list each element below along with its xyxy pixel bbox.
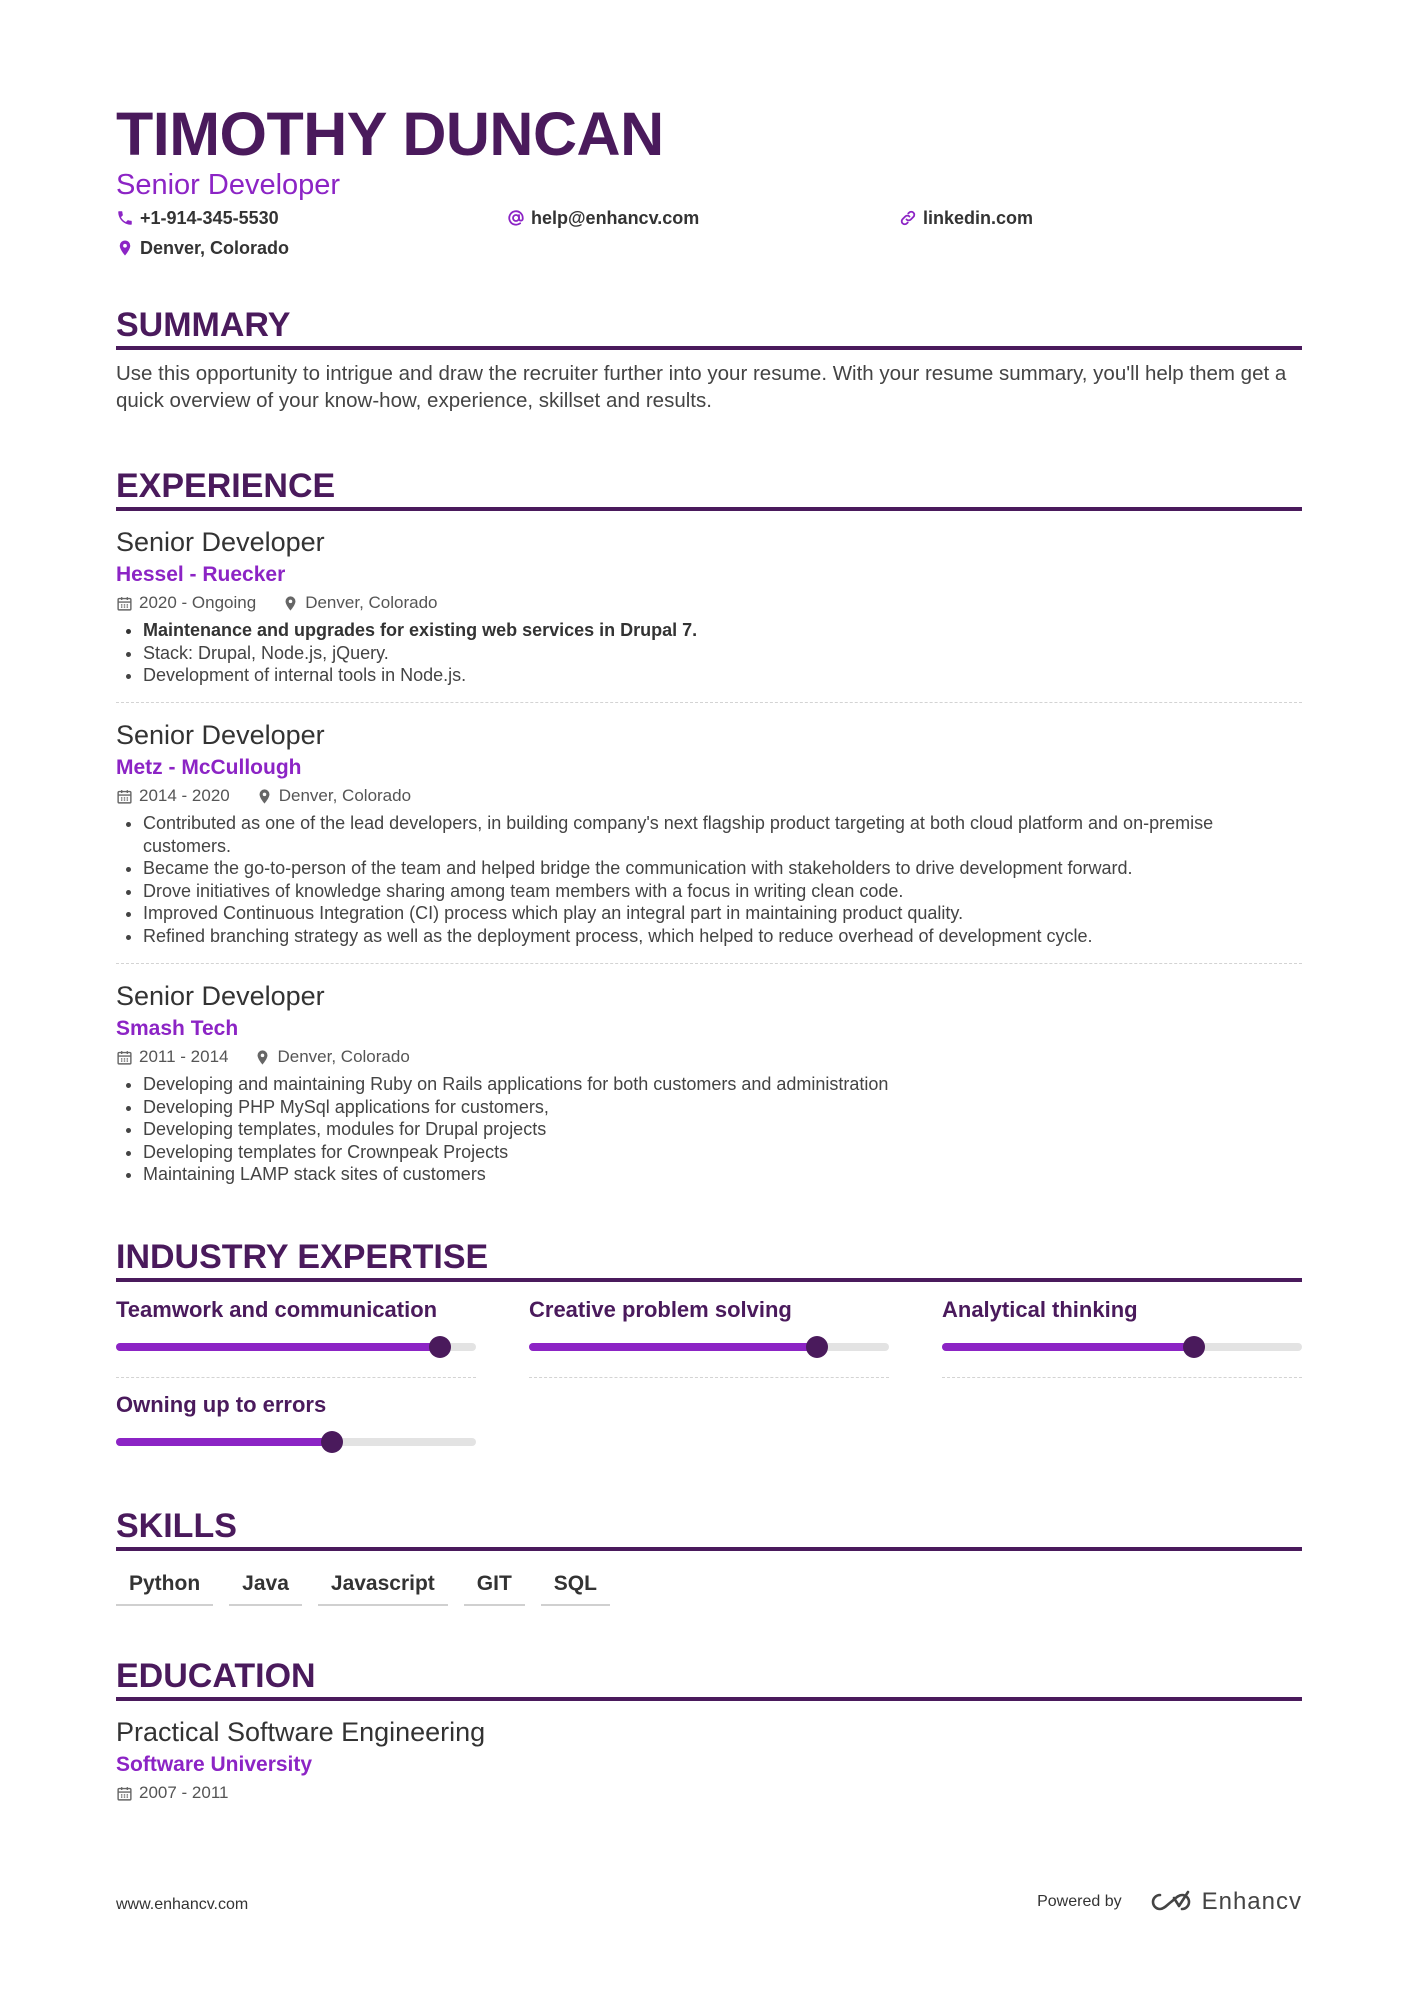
expertise-bar: [942, 1343, 1302, 1351]
job-location: [256, 784, 411, 808]
experience-heading: EXPERIENCE: [116, 465, 1302, 511]
expertise-bar: [116, 1343, 476, 1351]
job-bullets: [116, 619, 1302, 687]
job-company: Smash Tech: [116, 1017, 239, 1040]
job-entry: [116, 718, 1302, 948]
expertise-bar-knob: [429, 1336, 451, 1358]
expertise-bar-knob: [806, 1336, 828, 1358]
map-pin-icon: [254, 1049, 271, 1066]
calendar-icon: [116, 595, 133, 612]
bullet-item: • Maintenance and upgrades for existing web services in Drupal 7.: [143, 619, 1302, 642]
bullet-item: • Drove initiatives of knowledge sharing among team members with a focus in writing clean code.: [143, 880, 1302, 903]
phone-contact: [116, 206, 279, 230]
summary-text: Use this opportunity to intrigue and draw the recruiter further into your resume. With your resume summary, you'll help them get a quick overview of your know-how, experience, skillset and results.: [116, 362, 1287, 412]
map-pin-icon: [256, 788, 273, 805]
expertise-heading: INDUSTRY EXPERTISE: [116, 1236, 1302, 1282]
bullet-item: • Stack: Drupal, Node.js, jQuery.: [143, 642, 1302, 665]
website-contact: [899, 206, 1033, 230]
expertise-bar-fill: [529, 1343, 817, 1351]
powered-by-label: Powered by: [1037, 1893, 1122, 1910]
skills-heading: SKILLS: [116, 1505, 1302, 1551]
skill-tag: Javascript: [318, 1570, 448, 1606]
bullet-item: • Developing templates, modules for Drupal projects: [143, 1118, 1302, 1141]
email-contact: [507, 206, 699, 230]
bullet-item: • Refined branching strategy as well as the deployment process, which helped to reduce overhead of development cycle.: [143, 925, 1302, 948]
job-dates: 2011 - 2014: [139, 1047, 229, 1066]
expertise-label: Teamwork and communication: [116, 1297, 438, 1322]
expertise-divider: [942, 1377, 1302, 1378]
bullet-item: • Improved Continuous Integration (CI) process which play an integral part in maintaining product quality.: [143, 902, 1302, 925]
at-sign-icon: [507, 209, 525, 227]
job-entry: [116, 525, 1302, 687]
job-dates: 2020 - Ongoing: [139, 593, 257, 612]
calendar-icon: [116, 1785, 133, 1802]
candidate-role: Senior Developer: [116, 169, 341, 201]
job-entry: [116, 979, 1302, 1186]
degree-title: Practical Software Engineering: [116, 1717, 486, 1747]
bullet-item: • Maintaining LAMP stack sites of customers: [143, 1163, 1302, 1186]
footer-branding: [1037, 1888, 1302, 1916]
skill-tag: Java: [229, 1570, 302, 1606]
job-dates: 2014 - 2020: [139, 786, 230, 805]
job-location: [282, 591, 437, 615]
job-location-text: Denver, Colorado: [278, 786, 412, 805]
expertise-bar: [529, 1343, 889, 1351]
map-pin-icon: [116, 239, 134, 257]
calendar-icon: [116, 788, 133, 805]
bullet-item: • Developing and maintaining Ruby on Rails applications for both customers and administration: [143, 1073, 1302, 1096]
expertise-bar-knob: [1183, 1336, 1205, 1358]
expertise-label: Owning up to errors: [116, 1392, 327, 1417]
expertise-label: Creative problem solving: [529, 1297, 792, 1322]
job-meta: [116, 784, 1302, 808]
summary-heading: SUMMARY: [116, 304, 1302, 350]
location-text: Denver, Colorado: [140, 238, 290, 258]
expertise-item: [942, 1295, 1302, 1378]
bullet-item: • Developing PHP MySql applications for customers,: [143, 1096, 1302, 1119]
bullet-item: • Became the go-to-person of the team and helped bridge the communication with stakeholders to drive development forward.: [143, 857, 1302, 880]
bullet-item: • Contributed as one of the lead developers, in building company's next flagship product targeting at both cloud platform and on-premise customers.: [143, 812, 1302, 857]
skill-tag: Python: [116, 1570, 213, 1606]
expertise-bar-fill: [942, 1343, 1194, 1351]
link-icon: [899, 209, 917, 227]
job-location-text: Denver, Colorado: [305, 593, 438, 612]
expertise-bar-knob: [321, 1431, 343, 1453]
job-title: Senior Developer: [116, 527, 325, 557]
skills-list: [116, 1570, 626, 1606]
footer-website-link[interactable]: www.enhancv.com: [116, 1896, 249, 1913]
infinity-logo-icon: [1148, 1890, 1194, 1914]
phone-number: +1-914-345-5530: [140, 208, 279, 228]
job-divider: [116, 702, 1302, 703]
brand-name: Enhancv: [1201, 1888, 1302, 1915]
education-heading: EDUCATION: [116, 1655, 1302, 1701]
job-meta: [116, 1045, 1302, 1069]
job-title: Senior Developer: [116, 720, 325, 750]
job-location: [254, 1045, 409, 1069]
phone-icon: [116, 209, 134, 227]
job-title: Senior Developer: [116, 981, 325, 1011]
bullet-item: • Developing templates for Crownpeak Projects: [143, 1141, 1302, 1164]
school-name: Software University: [116, 1753, 313, 1776]
job-company: Metz - McCullough: [116, 756, 302, 779]
expertise-item: [529, 1295, 889, 1378]
expertise-bar: [116, 1438, 476, 1446]
expertise-item: [116, 1390, 476, 1446]
candidate-name: TIMOTHY DUNCAN: [116, 100, 664, 168]
website-link[interactable]: linkedin.com: [923, 208, 1034, 228]
education-dates: 2007 - 2011: [139, 1783, 229, 1802]
job-divider: [116, 963, 1302, 964]
bullet-item: • Development of internal tools in Node.js.: [143, 664, 1302, 687]
education-entry: [116, 1715, 485, 1805]
email-link[interactable]: help@enhancv.com: [531, 208, 700, 228]
location-contact: [116, 236, 289, 260]
expertise-label: Analytical thinking: [942, 1297, 1138, 1322]
job-location-text: Denver, Colorado: [277, 1047, 410, 1066]
skill-tag: GIT: [464, 1570, 525, 1606]
map-pin-icon: [282, 595, 299, 612]
skill-tag: SQL: [541, 1570, 610, 1606]
job-bullets: [116, 1073, 1302, 1186]
job-bullets: [116, 812, 1302, 948]
calendar-icon: [116, 1049, 133, 1066]
job-company: Hessel - Ruecker: [116, 563, 286, 586]
expertise-bar-fill: [116, 1438, 332, 1446]
expertise-bar-fill: [116, 1343, 440, 1351]
expertise-item: [116, 1295, 476, 1378]
job-meta: [116, 591, 1302, 615]
education-meta: [116, 1781, 485, 1805]
expertise-divider: [529, 1377, 889, 1378]
expertise-divider: [116, 1377, 476, 1378]
enhancv-logo[interactable]: [1148, 1888, 1302, 1916]
